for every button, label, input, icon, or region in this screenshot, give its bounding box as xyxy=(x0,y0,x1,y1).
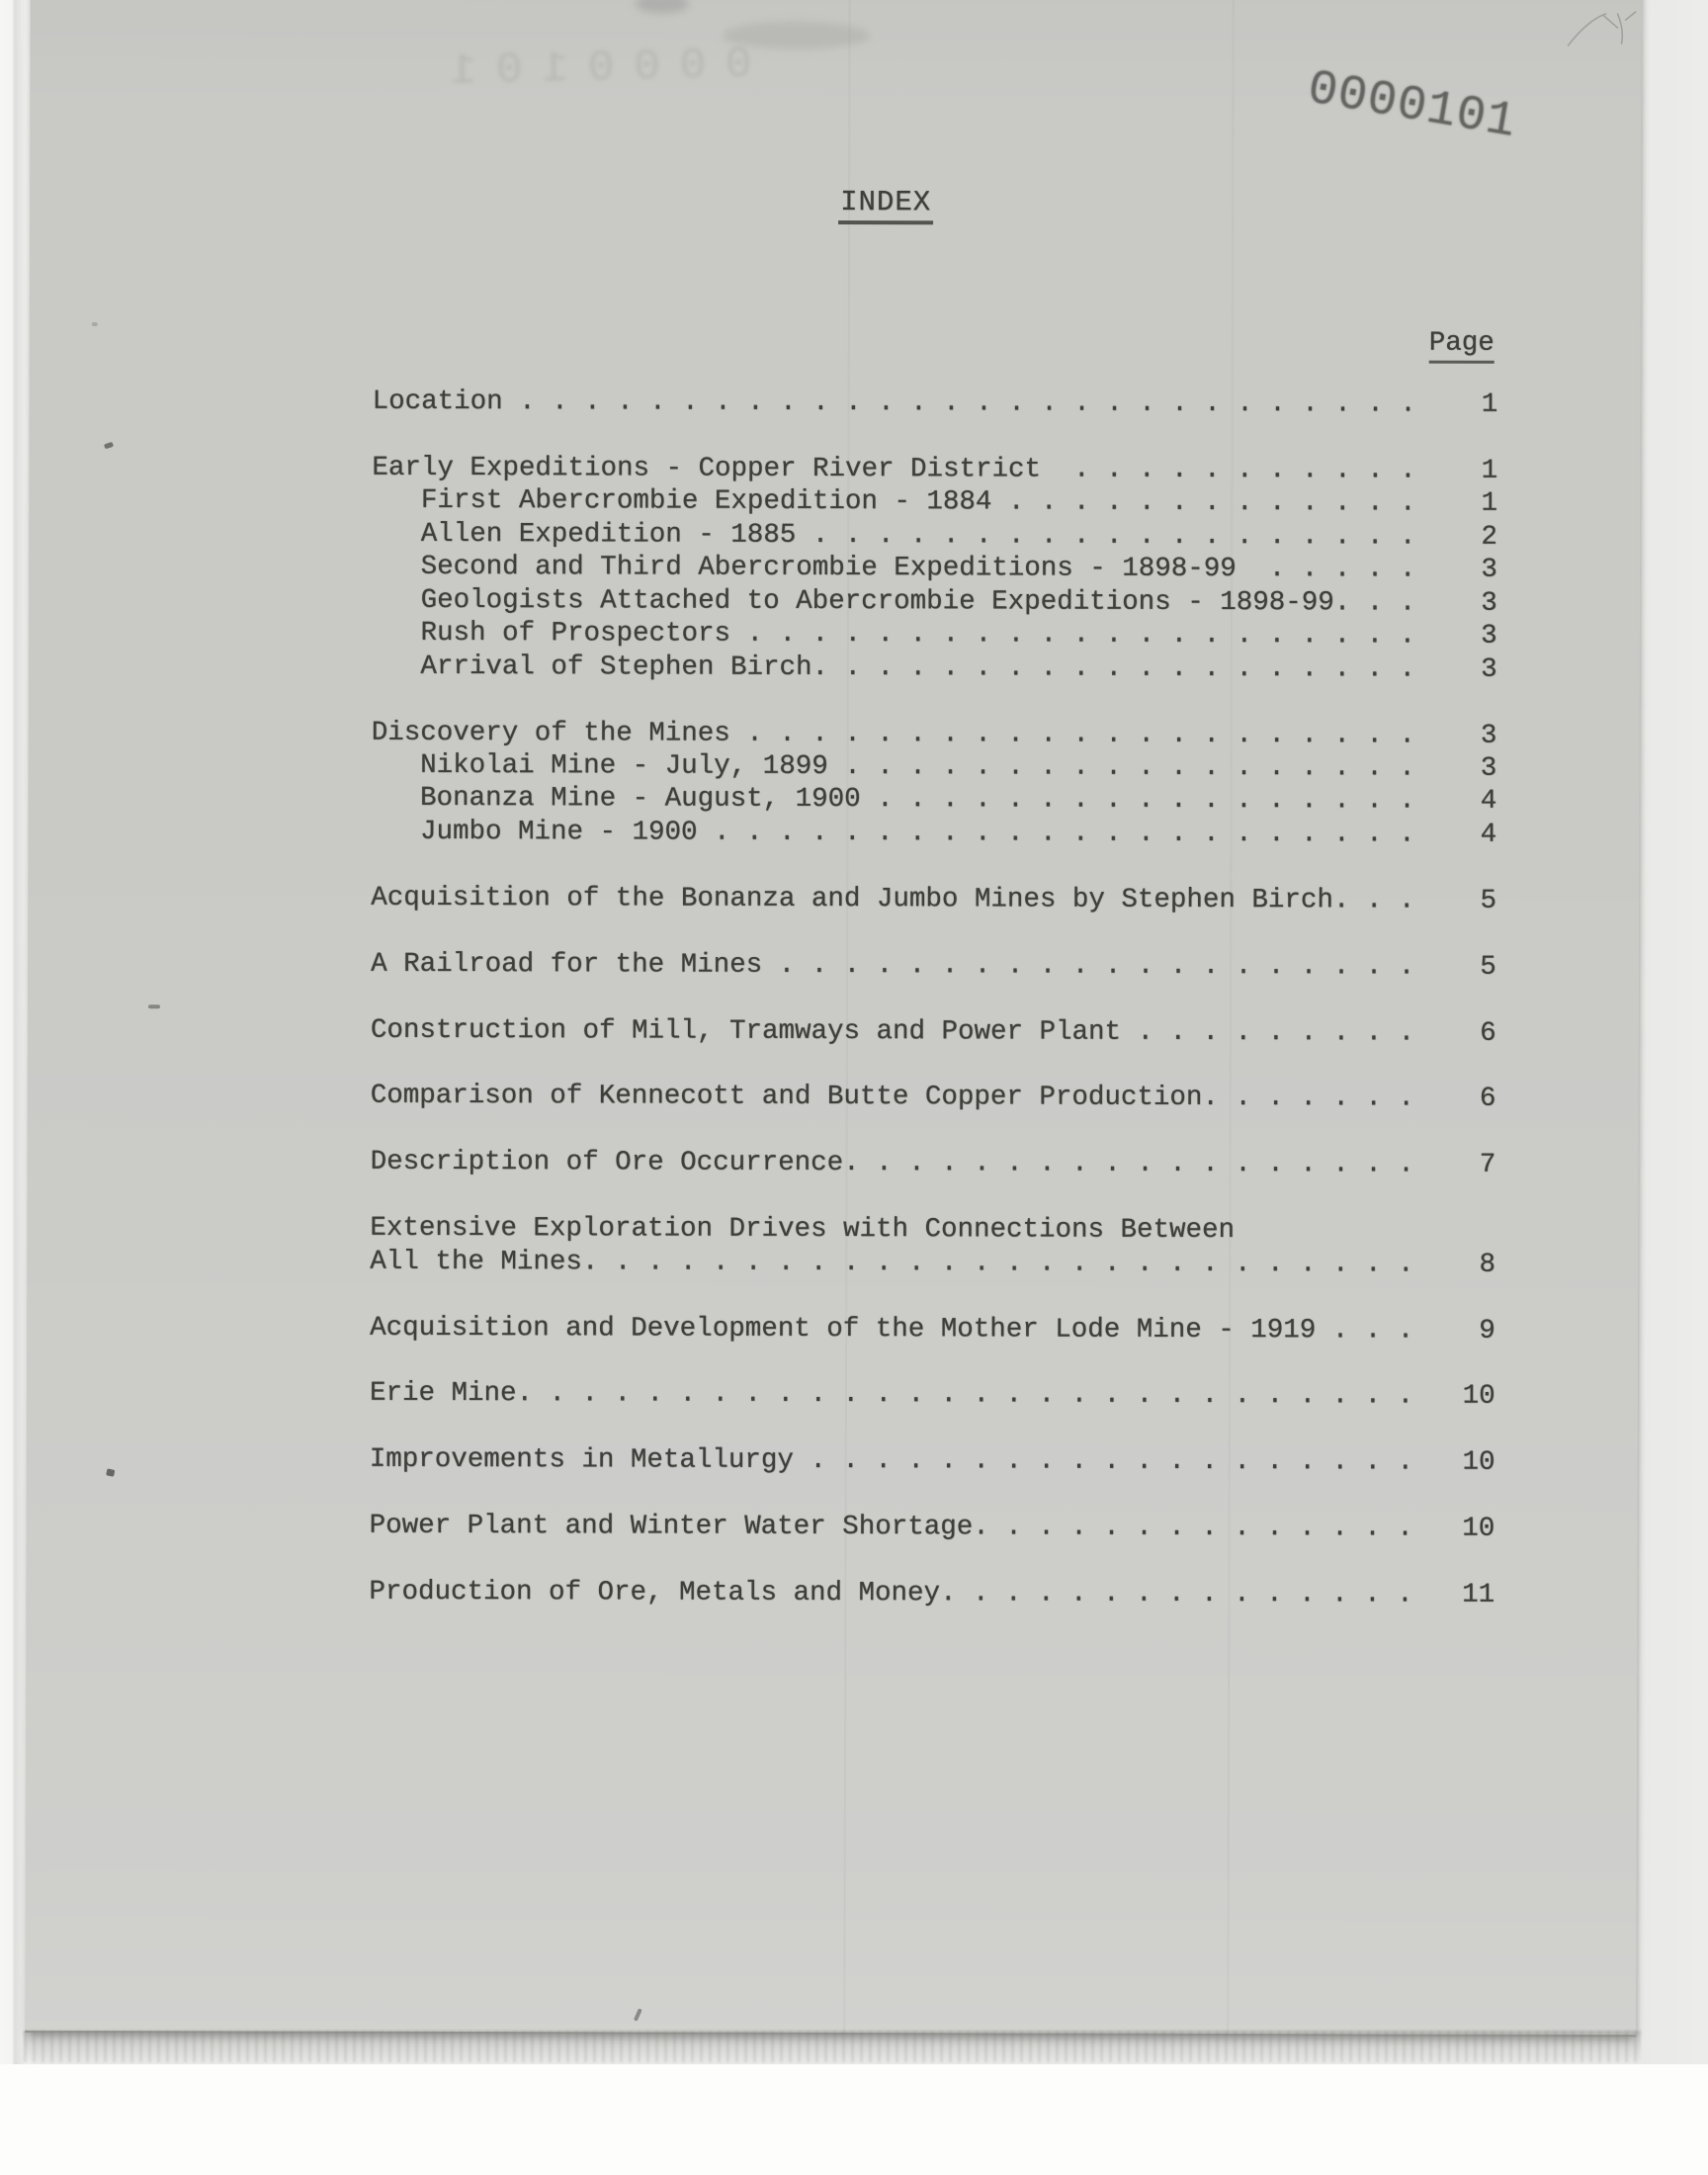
stamp-number: 0000101 xyxy=(1304,60,1521,151)
toc-entry: Arrival of Stephen Birch. . . . . . . . . . . . . . . . . . . 3 xyxy=(371,651,1497,685)
toc-entry: Power Plant and Winter Water Shortage. . . . . . . . . . . . . . 10 xyxy=(369,1510,1495,1544)
toc-entry: Construction of Mill, Tramways and Power Plant . . . . . . . . . 6 xyxy=(370,1014,1496,1049)
toc-block xyxy=(371,716,1496,851)
paper-bottom-shadow xyxy=(24,2031,1641,2062)
page-title: INDEX xyxy=(838,186,933,224)
toc-block xyxy=(370,1212,1495,1281)
toc-block xyxy=(371,1013,1496,1049)
toc-entry: Jumbo Mine - 1900 . . . . . . . . . . . . . . . . . . . . . . 4 xyxy=(371,816,1497,850)
toc-entry: First Abercrombie Expedition - 1884 . . . . . . . . . . . . . 1 xyxy=(372,485,1498,520)
toc-entry: Second and Third Abercrombie Expeditions - 1898-99 . . . . . 3 xyxy=(372,552,1497,586)
paper-speck xyxy=(634,2008,642,2021)
toc-entry: Description of Ore Occurrence. . . . . . . . . . . . . . . . . . 7 xyxy=(370,1147,1496,1181)
toc-entry: Extensive Exploration Drives with Connections Between xyxy=(370,1212,1236,1247)
toc-entry: All the Mines. . . . . . . . . . . . . . . . . . . . . . . . . . 8 xyxy=(370,1246,1496,1280)
toc-entry: Acquisition of the Bonanza and Jumbo Mines by Stephen Birch. . . 5 xyxy=(371,882,1497,916)
page-column-label: Page xyxy=(1429,327,1494,364)
toc-entry: Geologists Attached to Abercrombie Expeditions - 1898-99. . . 3 xyxy=(372,584,1497,619)
toc-entry: Acquisition and Development of the Mother Lode Mine - 1919 . . . 9 xyxy=(370,1312,1495,1347)
toc-entry: Early Expeditions - Copper River District . . . . . . . . . . . 1 xyxy=(372,452,1498,486)
toc-block xyxy=(372,452,1497,686)
paper-speck xyxy=(104,442,114,450)
paper-speck xyxy=(1384,938,1394,941)
toc-entry: Discovery of the Mines . . . . . . . . . . . . . . . . . . . . . 3 xyxy=(371,717,1497,751)
scanned-paper-sheet xyxy=(25,0,1641,2037)
paper-speck xyxy=(106,1468,115,1477)
toc-block xyxy=(370,1510,1495,1545)
toc-block xyxy=(370,1311,1495,1347)
toc-block xyxy=(371,882,1496,917)
toc-entry: Production of Ore, Metals and Money. . . . . . . . . . . . . . . 11 xyxy=(369,1576,1495,1610)
toc-entry: Improvements in Metallurgy . . . . . . . . . . . . . . . . . . . 10 xyxy=(369,1444,1495,1479)
smudge-mark xyxy=(723,22,871,49)
toc-entry: Bonanza Mine - August, 1900 . . . . . . . . . . . . . . . . . 4 xyxy=(371,783,1497,818)
paper-speck xyxy=(92,322,98,326)
paper-speck xyxy=(92,1345,100,1348)
toc-entry: Allen Expedition - 1885 . . . . . . . . . . . . . . . . . . . 2 xyxy=(372,518,1497,553)
toc-block xyxy=(371,1080,1496,1115)
toc-block xyxy=(370,1443,1495,1479)
toc-entry: Comparison of Kennecott and Butte Copper Production. . . . . . . 6 xyxy=(370,1081,1496,1115)
paper-speck xyxy=(148,1004,160,1008)
toc-entry: A Railroad for the Mines . . . . . . . . . . . . . . . . . . . . 5 xyxy=(371,948,1496,983)
toc xyxy=(369,386,1497,1612)
toc-block xyxy=(371,1146,1496,1181)
toc-block xyxy=(373,386,1498,421)
pencil-scribble xyxy=(1560,0,1655,71)
toc-entry: Rush of Prospectors . . . . . . . . . . . . . . . . . . . . . 3 xyxy=(371,617,1497,652)
ghost-stamp-bleed: 0000101 xyxy=(430,40,753,98)
toc-entry: Location . . . . . . . . . . . . . . . . . . . . . . . . . . . . 1 xyxy=(372,386,1498,420)
toc-block xyxy=(370,1377,1495,1413)
toc-entry: Erie Mine. . . . . . . . . . . . . . . . . . . . . . . . . . . . 10 xyxy=(369,1378,1495,1413)
toc-entry: Nikolai Mine - July, 1899 . . . . . . . . . . . . . . . . . . 3 xyxy=(371,749,1497,784)
toc-block xyxy=(371,947,1496,983)
toc-block xyxy=(369,1576,1494,1611)
smudge-mark xyxy=(636,0,689,14)
